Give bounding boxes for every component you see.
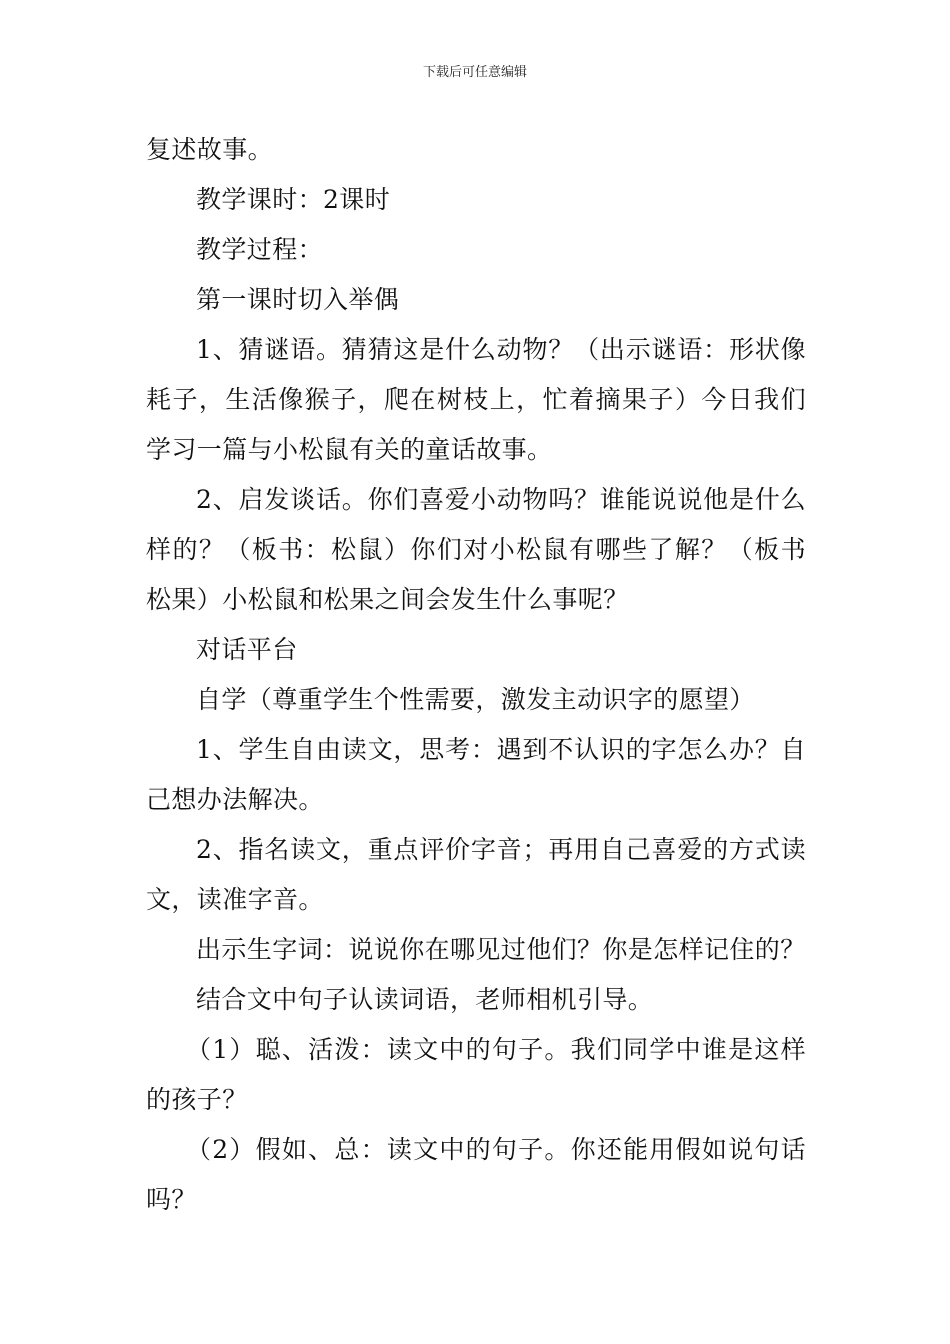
paragraph-12: 结合文中句子认读词语，老师相机引导。: [196, 985, 654, 1014]
paragraph-2: 教学课时：2课时: [196, 185, 391, 214]
paragraph-6: 2、启发谈话。你们喜爱小动物吗？谁能说说他是什么样的？（板书：松鼠）你们对小松鼠有哪些了解？（板书松果）小松鼠和松果之间会发生什么事呢？: [146, 485, 806, 614]
paragraph-4: 第一课时切入举偶: [196, 285, 400, 314]
document-body: [146, 125, 806, 1225]
paragraph-8: 自学（尊重学生个性需要，激发主动识字的愿望）: [196, 685, 755, 714]
paragraph-11: 出示生字词：说说你在哪见过他们？你是怎样记住的？: [196, 935, 806, 964]
paragraph-14: （2）假如、总：读文中的句子。你还能用假如说句话吗？: [146, 1135, 806, 1214]
page-header: 下载后可任意编辑: [422, 65, 527, 80]
paragraph-1: 复述故事。: [146, 135, 274, 164]
paragraph-9: 1、学生自由读文，思考：遇到不认识的字怎么办？自己想办法解决。: [146, 735, 806, 814]
paragraph-7: 对话平台: [196, 635, 298, 664]
paragraph-5: 1、猜谜语。猜猜这是什么动物？（出示谜语：形状像耗子，生活像猴子，爬在树枝上，忙着摘果子）今日我们学习一篇与小松鼠有关的童话故事。: [146, 335, 806, 464]
paragraph-3: 教学过程：: [196, 235, 324, 264]
paragraph-13: （1）聪、活泼：读文中的句子。我们同学中谁是这样的孩子？: [146, 1035, 806, 1114]
paragraph-10: 2、指名读文，重点评价字音；再用自己喜爱的方式读文，读准字音。: [146, 835, 806, 914]
